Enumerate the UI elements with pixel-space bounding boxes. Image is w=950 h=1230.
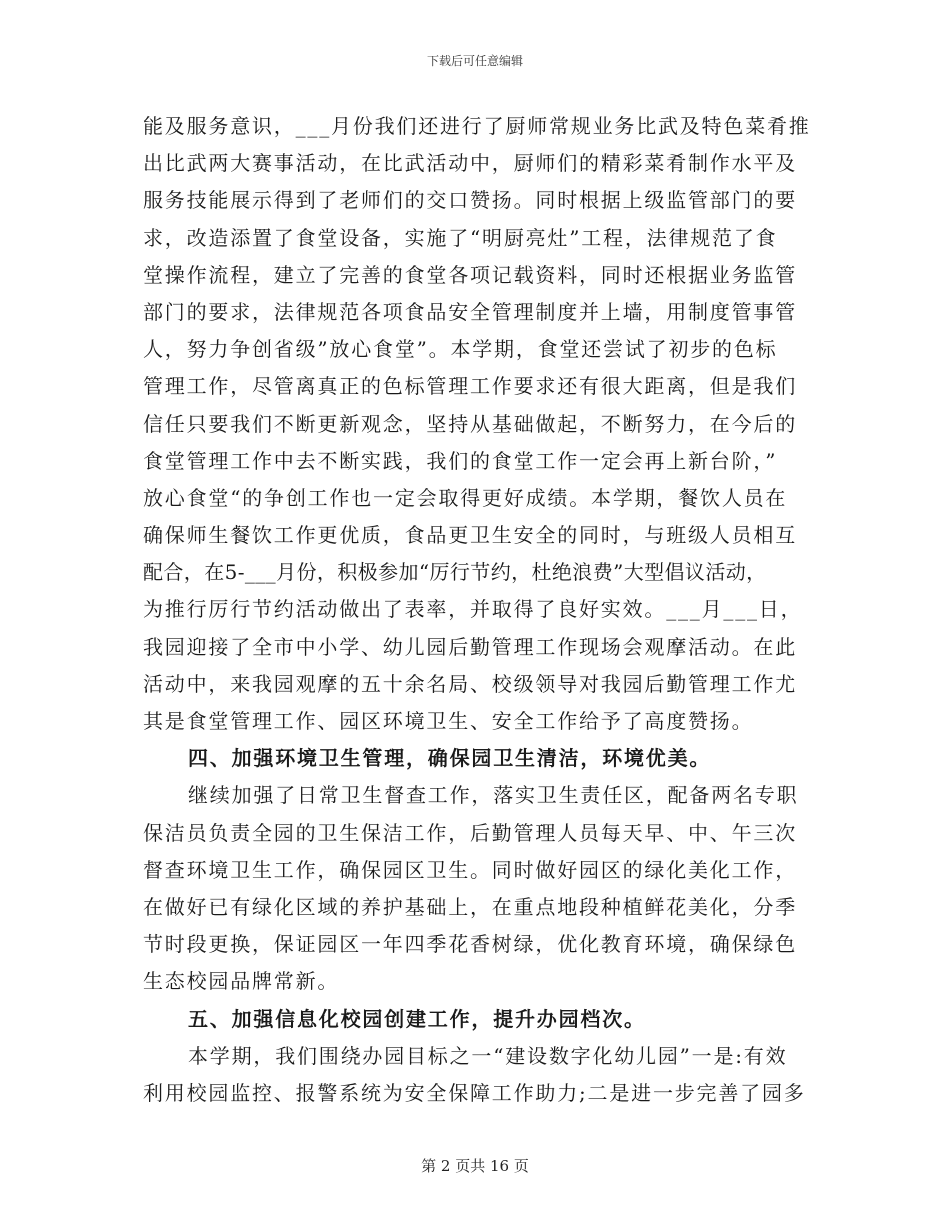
- text-line: 信任只要我们不断更新观念，坚持从基础做起，不断努力，在今后的: [143, 411, 797, 436]
- section-heading: 五、加强信息化校园创建工作，提升办园档次。: [188, 1006, 646, 1031]
- text-line: 我园迎接了全市中小学、幼儿园后勤管理工作现场会观摩活动。在此: [143, 634, 797, 659]
- section-heading: 四、加强环境卫生管理，确保园卫生清洁，环境优美。: [188, 746, 712, 771]
- text-line: 在做好已有绿化区域的养护基础上，在重点地段种植鲜花美化，分季: [143, 894, 797, 919]
- text-line: 服务技能展示得到了老师们的交口赞扬。同时根据上级监管部门的要: [143, 188, 797, 213]
- text-line: 配合，在5-___月份，积极参加“厉行节约，杜绝浪费”大型倡议活动，: [143, 560, 767, 585]
- page-header: 下载后可任意编辑: [426, 54, 523, 68]
- text-line: 食堂管理工作中去不断实践，我们的食堂工作一定会再上新台阶，”: [143, 448, 778, 473]
- text-line: 放心食堂“的争创工作也一定会取得更好成绩。本学期，餐饮人员在: [143, 485, 788, 510]
- text-line: 保洁员负责全园的卫生保洁工作，后勤管理人员每天早、中、午三次: [143, 820, 797, 845]
- document-body: [143, 108, 823, 1112]
- text-line: 确保师生餐饮工作更优质，食品更卫生安全的同时，与班级人员相互: [143, 523, 797, 548]
- text-line: 其是食堂管理工作、园区环境卫生、安全工作给予了高度赞扬。: [143, 709, 754, 733]
- text-line: 部门的要求，法律规范各项食品安全管理制度并上墙，用制度管事管: [143, 299, 797, 324]
- text-line: 利用校园监控、报警系统为安全保障工作助力;二是进一步完善了园多: [143, 1080, 806, 1105]
- text-line: 生态校园品牌常新。: [143, 969, 340, 994]
- text-line: 人，努力争创省级”放心食堂”。本学期，食堂还尝试了初步的色标: [143, 337, 778, 362]
- text-line: 求，改造添置了食堂设备，实施了“明厨亮灶”工程，法律规范了食: [143, 225, 778, 250]
- text-line: 堂操作流程，建立了完善的食堂各项记载资料，同时还根据业务监管: [143, 262, 797, 287]
- page-footer: 第 2 页共 16 页: [421, 1157, 529, 1175]
- text-line: 管理工作，尽管离真正的色标管理工作要求还有很大距离，但是我们: [143, 374, 797, 399]
- text-line: 能及服务意识，___月份我们还进行了厨师常规业务比武及特色菜肴推: [143, 114, 811, 138]
- paragraph-first-line: 继续加强了日常卫生督查工作，落实卫生责任区，配备两名专职: [188, 783, 799, 808]
- text-line: 活动中，来我园观摩的五十余名局、校级领导对我园后勤管理工作尤: [143, 671, 797, 696]
- paragraph-first-line: 本学期，我们围绕办园目标之一“建设数字化幼儿园”一是:有效: [188, 1043, 788, 1068]
- text-line: 督查环境卫生工作，确保园区卫生。同时做好园区的绿化美化工作，: [143, 857, 797, 882]
- text-line: 为推行厉行节约活动做出了表率，并取得了良好实效。___月___日，: [143, 597, 803, 622]
- text-line: 节时段更换，保证园区一年四季花香树绿，优化教育环境，确保绿色: [143, 932, 797, 957]
- text-line: 出比武两大赛事活动，在比武活动中，厨师们的精彩菜肴制作水平及: [143, 151, 797, 176]
